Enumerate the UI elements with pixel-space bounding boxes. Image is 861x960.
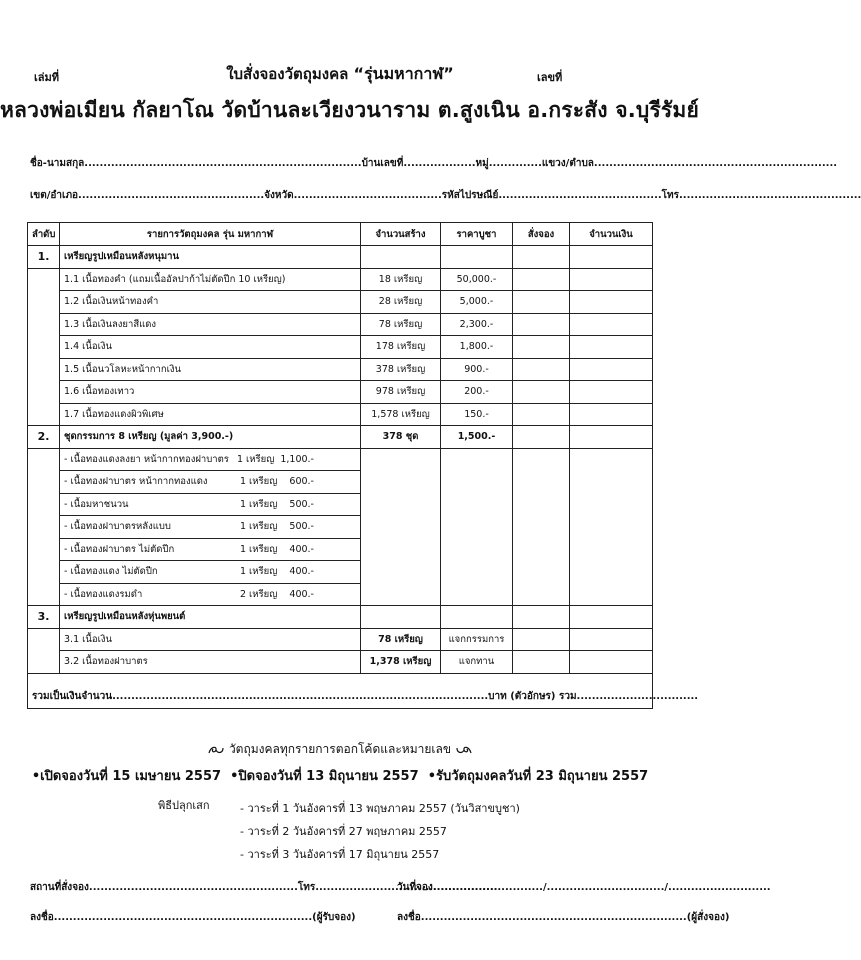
ceremony-label: พิธีปลุกเสก	[158, 799, 210, 812]
set-component	[60, 471, 361, 494]
total-line[interactable]: รวมเป็นเงินจำนวน...................................................................................................บาท (ตัวอักษร) รวม................................	[28, 673, 653, 708]
col-header-item: รายการวัตถุมงคล รุ่น มหากาฬ	[60, 223, 361, 246]
set-component	[60, 561, 361, 584]
col-header-order: สั่งจอง	[513, 223, 570, 246]
order-date-field[interactable]: วันที่จอง............................./.............................../...........................	[397, 882, 771, 893]
form-title	[0, 62, 680, 87]
item-quantity: 178 เหรียญ	[361, 336, 441, 359]
component-value: 400.-	[289, 566, 314, 578]
order-cell[interactable]	[513, 336, 570, 359]
section-title: เหรียญรูปเหมือนหลังหุ่นพยนต์	[60, 606, 361, 629]
order-place-field[interactable]: สถานที่สั่งจอง.......................................................โทร................................................	[30, 882, 498, 893]
section-3-row	[28, 606, 653, 629]
set-component	[60, 583, 361, 606]
right-ornament-icon	[455, 744, 473, 756]
order-table	[27, 222, 699, 709]
table-row	[28, 313, 653, 336]
item-quantity: 978 เหรียญ	[361, 381, 441, 404]
item-name: 1.1 เนื้อทองคำ (แถมเนื้ออัลปาก้าไม่ตัดปีก 10 เหรียญ)	[60, 268, 361, 291]
component-value: 500.-	[289, 521, 314, 533]
table-row	[28, 268, 653, 291]
item-price: 900.-	[441, 358, 513, 381]
component-value: 1,100.-	[280, 453, 314, 465]
item-name: 3.1 เนื้อเงิน	[60, 628, 361, 651]
amount-cell[interactable]	[570, 313, 653, 336]
close-date: •ปิดจองวันที่ 13 มิถุนายน 2557	[230, 769, 419, 784]
document-number-label: เลขที่	[537, 71, 563, 84]
open-date: •เปิดจองวันที่ 15 เมษายน 2557	[31, 769, 222, 784]
item-name: 1.2 เนื้อเงินหน้าทองคำ	[60, 291, 361, 314]
col-header-index: ลำดับ	[28, 223, 60, 246]
ceremony-round-2: - วาระที่ 2 วันอังคารที่ 27 พฤษภาคม 2557	[240, 825, 447, 838]
item-name: 1.6 เนื้อทองเทาว	[60, 381, 361, 404]
table-row	[28, 448, 653, 471]
set-component	[60, 493, 361, 516]
item-name: 1.4 เนื้อเงิน	[60, 336, 361, 359]
amount-cell[interactable]	[570, 358, 653, 381]
col-header-price: ราคาบูชา	[441, 223, 513, 246]
customer-fields-line-2[interactable]: เขต/อำเภอ.................................................จังหวัด.......................................รหัสไปรษณีย์...........................................โทร................................................	[30, 190, 861, 201]
component-count: 1 เหรียญ	[239, 543, 278, 555]
set-component	[60, 516, 361, 539]
item-price: 2,300.-	[441, 313, 513, 336]
order-cell[interactable]	[513, 268, 570, 291]
item-price: 200.-	[441, 381, 513, 404]
order-cell[interactable]	[513, 426, 570, 449]
component-count: 1 เหรียญ	[239, 498, 278, 510]
item-name: 1.7 เนื้อทองแดงผิวพิเศษ	[60, 403, 361, 426]
component-count: 1 เหรียญ	[239, 566, 278, 578]
form-title-series: “รุ่นมหากาฬ”	[353, 64, 454, 83]
component-value: 400.-	[289, 588, 314, 600]
item-price: 50,000.-	[441, 268, 513, 291]
set-component	[60, 448, 361, 471]
component-count: 1 เหรียญ	[239, 521, 278, 533]
amount-cell[interactable]	[570, 268, 653, 291]
section-title: เหรียญรูปเหมือนหลังหนุมาน	[60, 246, 361, 269]
col-header-amount: จำนวนเงิน	[570, 223, 653, 246]
table-row	[28, 403, 653, 426]
amount-cell[interactable]	[570, 291, 653, 314]
item-quantity: 1,378 เหรียญ	[361, 651, 441, 674]
table-header-row	[28, 223, 653, 246]
order-cell[interactable]	[513, 291, 570, 314]
section-title: ชุดกรรมการ 8 เหรียญ (มูลค่า 3,900.-)	[60, 426, 361, 449]
component-value: 400.-	[289, 543, 314, 555]
component-value: 600.-	[289, 476, 314, 488]
item-quantity: 78 เหรียญ	[361, 628, 441, 651]
set-quantity: 378 ชุด	[361, 426, 441, 449]
item-price: 150.-	[441, 403, 513, 426]
item-quantity: 1,578 เหรียญ	[361, 403, 441, 426]
item-price: แจกทาน	[441, 651, 513, 674]
key-dates	[0, 765, 680, 786]
col-header-quantity: จำนวนสร้าง	[361, 223, 441, 246]
table-row	[28, 381, 653, 404]
component-name: - เนื้อทองฝาบาตร หน้ากากทองแดง	[64, 476, 208, 488]
item-quantity: 378 เหรียญ	[361, 358, 441, 381]
total-row	[28, 673, 653, 708]
item-name: 3.2 เนื้อทองฝาบาตร	[60, 651, 361, 674]
component-count: 1 เหรียญ	[236, 453, 275, 465]
component-name: - เนื้อทองแดงลงยา หน้ากากทองฝาบาตร	[64, 453, 229, 465]
component-name: - เนื้อทองฝาบาตรหลังแบบ	[64, 521, 171, 533]
table-row	[28, 291, 653, 314]
order-cell[interactable]	[513, 358, 570, 381]
order-cell[interactable]	[513, 381, 570, 404]
component-count: 1 เหรียญ	[239, 476, 278, 488]
section-number: 2.	[28, 426, 60, 449]
component-name: - เนื้อมหาชนวน	[64, 498, 129, 510]
component-value: 500.-	[289, 498, 314, 510]
orderer-signature-field[interactable]: ลงชื่อ......................................................................(ผู้สั่งจอง)	[397, 912, 730, 923]
item-price: 1,800.-	[441, 336, 513, 359]
component-count: 2 เหรียญ	[239, 588, 278, 600]
order-cell[interactable]	[513, 403, 570, 426]
code-note	[0, 740, 680, 759]
item-quantity: 78 เหรียญ	[361, 313, 441, 336]
left-ornament-icon	[207, 744, 225, 756]
item-quantity: 18 เหรียญ	[361, 268, 441, 291]
item-quantity: 28 เหรียญ	[361, 291, 441, 314]
amount-cell[interactable]	[570, 381, 653, 404]
set-price: 1,500.-	[441, 426, 513, 449]
order-cell[interactable]	[513, 313, 570, 336]
item-price: 5,000.-	[441, 291, 513, 314]
amount-cell[interactable]	[570, 403, 653, 426]
amount-cell[interactable]	[570, 426, 653, 449]
page-headline: หลวงพ่อเมียน กัลยาโณ วัดบ้านละเวียงวนาราม ต.สูงเนิน อ.กระสัง จ.บุรีรัมย์	[0, 98, 699, 122]
table-row	[28, 651, 653, 674]
ceremony-round-3: - วาระที่ 3 วันอังคารที่ 17 มิถุนายน 2557	[240, 848, 440, 861]
item-name: 1.5 เนื้อนวโลหะหน้ากากเงิน	[60, 358, 361, 381]
amount-cell[interactable]	[570, 336, 653, 359]
item-price: แจกกรรมการ	[441, 628, 513, 651]
customer-fields-line-1[interactable]: ชื่อ-นามสกุล.........................................................................บ้านเลขที่...................หมู่..............แขวง/ตำบล................................................................	[30, 158, 838, 169]
component-name: - เนื้อทองแดง ไม่ตัดปีก	[64, 566, 158, 578]
section-1-row	[28, 246, 653, 269]
component-name: - เนื้อทองฝาบาตร ไม่ตัดปีก	[64, 543, 175, 555]
section-2-row	[28, 426, 653, 449]
set-component	[60, 538, 361, 561]
code-note-text: วัตถุมงคลทุกรายการตอกโค้ดและหมายเลข	[228, 742, 452, 756]
table-row	[28, 336, 653, 359]
table-row	[28, 628, 653, 651]
ceremony-round-1: - วาระที่ 1 วันอังคารที่ 13 พฤษภาคม 2557 (วันวิสาขบูชา)	[240, 802, 520, 815]
receiver-signature-field[interactable]: ลงชื่อ....................................................................(ผู้รับจอง)	[30, 912, 356, 923]
form-title-prefix: ใบสั่งจองวัตถุมงคล	[226, 65, 354, 83]
book-number-label: เล่มที่	[34, 71, 60, 84]
component-name: - เนื้อทองแดงรมดำ	[64, 588, 143, 600]
section-number: 1.	[28, 246, 60, 269]
receive-date: •รับวัตถุมงคลวันที่ 23 มิถุนายน 2557	[427, 769, 649, 784]
table-row	[28, 358, 653, 381]
section-number: 3.	[28, 606, 60, 629]
item-name: 1.3 เนื้อเงินลงยาสีแดง	[60, 313, 361, 336]
